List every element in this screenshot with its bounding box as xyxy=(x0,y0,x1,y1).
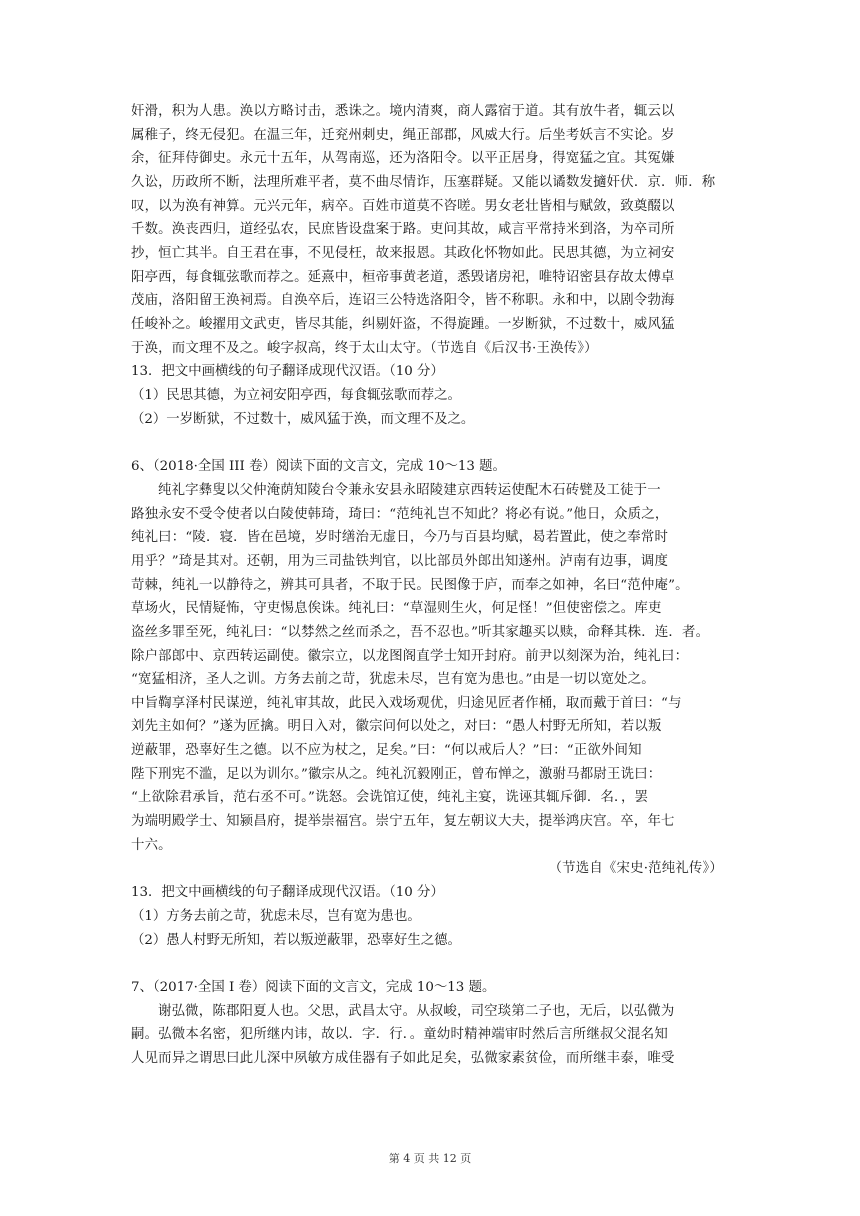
passage-line: 陛下刑宪不滥，足以为训尔。”徽宗从之。纯礼沉毅刚正，曾布惮之，激驸马都尉王诜曰： xyxy=(131,766,662,782)
passage-line: 余，征拜侍御史。永元十五年，从驾南巡，还为洛阳令。以平正居身，得宽猛之宜。其冤嫌 xyxy=(131,151,675,167)
source-citation: （节选自《宋史·范纯礼传》） xyxy=(548,861,723,877)
passage-line: 逆蔽罪，恐辜好生之德。以不应为杖之，足矣。”曰：“何以戒后人？”曰：“正欲外间知 xyxy=(131,743,642,759)
passage-line: 纯礼曰：“陵．寝．皆在邑境，岁时缮治无虚日，今乃与百县均赋，曷若置此，使之奉常时 xyxy=(131,530,669,546)
passage-line: 谢弘微，陈郡阳夏人也。父思，武昌太守。从叔峻，司空琰第二子也，无后，以弘微为 xyxy=(158,1003,675,1019)
passage-line: 久讼，历政所不断，法理所难平者，莫不曲尽情诈，压塞群疑。又能以谲数发擿奸伏．京．师．称 xyxy=(131,174,716,190)
passage-line: “宽猛相济，圣人之训。方务去前之苛，犹虑未尽，岂有宽为患也。”由是一切以宽处之。 xyxy=(131,672,655,688)
passage-line: 苛棘，纯礼一以静待之，辨其可具者，不取于民。民图像于庐，而奉之如神，名曰“范仲庵”。 xyxy=(131,577,689,593)
passage-line: 抄，恒亡其半。自王君在事，不见侵枉，故来报恩。其政化怀物如此。民思其德，为立祠安 xyxy=(131,245,675,261)
question-item-2: （2）愚人村野无所知，若以叛逆蔽罪，恐辜好生之德。 xyxy=(131,932,461,948)
passage-line: 除户部郎中、京西转运副使。徽宗立，以龙图阁直学士知开封府。前尹以刻深为治，纯礼曰： xyxy=(131,648,689,664)
question-item-1: （1）方务去前之苛，犹虑未尽，岂有宽为患也。 xyxy=(131,908,421,924)
passage-heading: 7、（2017·全国 I 卷）阅读下面的文言文，完成 10～13 题。 xyxy=(131,979,496,995)
passage-line: 盗丝多罪至死，纯礼曰：“以棼然之丝而杀之，吾不忍也。”听其家趣买以赎，命释其株．连．者。 xyxy=(131,624,710,640)
passage-line: 阳亭西，每食辄弦歌而荐之。延熹中，桓帝事黄老道，悉毁诸房祀，唯特诏密县存故太傅卓 xyxy=(131,269,675,285)
passage-line: 千数。涣丧西归，道经弘农，民庶皆设盘案于路。吏问其故，咸言平常持米到洛，为卒司所 xyxy=(131,222,675,238)
passage-line: 纯礼字彝叟以父仲淹荫知陵台令兼永安县永昭陵建京西转运使配木石砖甓及工徒于一 xyxy=(158,482,661,498)
passage-line: 茂庙，洛阳留王涣祠焉。自涣卒后，连诏三公特选洛阳令，皆不称职。永和中，以剧令勃海 xyxy=(131,293,675,309)
question-13: 13．把文中画横线的句子翻译成现代汉语。（10 分） xyxy=(131,885,444,901)
passage-line: 用乎？”琦是其对。还朝，用为三司盐铁判官，以比部员外郎出知遂州。泸南有边事，调度 xyxy=(131,553,669,569)
passage-line: 叹，以为涣有神算。元兴元年，病卒。百姓市道莫不咨嗟。男女老壮皆相与赋敛，致奠醊以 xyxy=(131,198,675,214)
passage-6 xyxy=(131,455,727,952)
document-body xyxy=(131,100,727,1071)
passage-7 xyxy=(131,976,727,1071)
passage-5 xyxy=(131,100,727,432)
page-number: 第 4 页 共 12 页 xyxy=(388,1152,472,1165)
question-item-2: （2）一岁断狱，不过数十，威风猛于涣，而文理不及之。 xyxy=(131,411,475,427)
passage-line: 任峻补之。峻擢用文武吏，皆尽其能，纠剔奸盗，不得旋踵。一岁断狱，不过数十，威风猛 xyxy=(131,316,675,332)
passage-line: 为端明殿学士、知颍昌府，提举崇福宫。崇宁五年，复左朝议大夫，提举鸿庆宫。卒，年七 xyxy=(131,814,675,830)
passage-line: 奸滑，积为人患。涣以方略讨击，悉诛之。境内清爽，商人露宿于道。其有放牛者，辄云以 xyxy=(131,104,675,119)
passage-line: 中旨鞫享泽村民谋逆，纯礼审其故，此民入戏场观优，归途见匠者作桶，取而戴于首曰：“与 xyxy=(131,695,682,711)
passage-line: 嗣。弘微本名密，犯所继内讳，故以．字．行．。童幼时精神端审时然后言所继叔父混名知 xyxy=(131,1027,668,1043)
passage-line: “上欲除君承旨，范右丞不可。”诜怒。会诜馆辽使，纯礼主宴，诜诬其辄斥御．名．，罢 xyxy=(131,790,649,806)
question-item-1: （1）民思其德，为立祠安阳亭西，每食辄弦歌而荐之。 xyxy=(131,388,461,404)
passage-line: 于涣，而文理不及之。峻字叔高，终于太山太守。（节选自《后汉书·王涣传》） xyxy=(131,340,598,356)
passage-heading: 6、（2018·全国 III 卷）阅读下面的文言文，完成 10～13 题。 xyxy=(131,459,506,475)
passage-line: 路独永安不受令使者以白陵使韩琦，琦曰：“范纯礼岂不知此？将必有说。”他日，众质之， xyxy=(131,506,669,522)
question-13: 13．把文中画横线的句子翻译成现代汉语。（10 分） xyxy=(131,364,444,380)
passage-line: 属稚子，终无侵犯。在温三年，迁兖州刺史，绳正部郡，风威大行。后坐考妖言不实论。岁 xyxy=(131,127,675,143)
passage-line: 人见而异之谓思曰此儿深中夙敏方成佳器有子如此足矣，弘微家素贫俭，而所继丰泰，唯受 xyxy=(131,1051,675,1067)
passage-line: 刘先主如何？”遂为匠擒。明日入对，徽宗问何以处之，对曰：“愚人村野无所知，若以叛 xyxy=(131,719,662,735)
passage-line: 十六。 xyxy=(131,837,172,853)
passage-line: 草场火，民情疑怖，守吏惕息俟诛。纯礼曰：“草湿则生火，何足怪！”但使密偿之。库吏 xyxy=(131,601,662,617)
